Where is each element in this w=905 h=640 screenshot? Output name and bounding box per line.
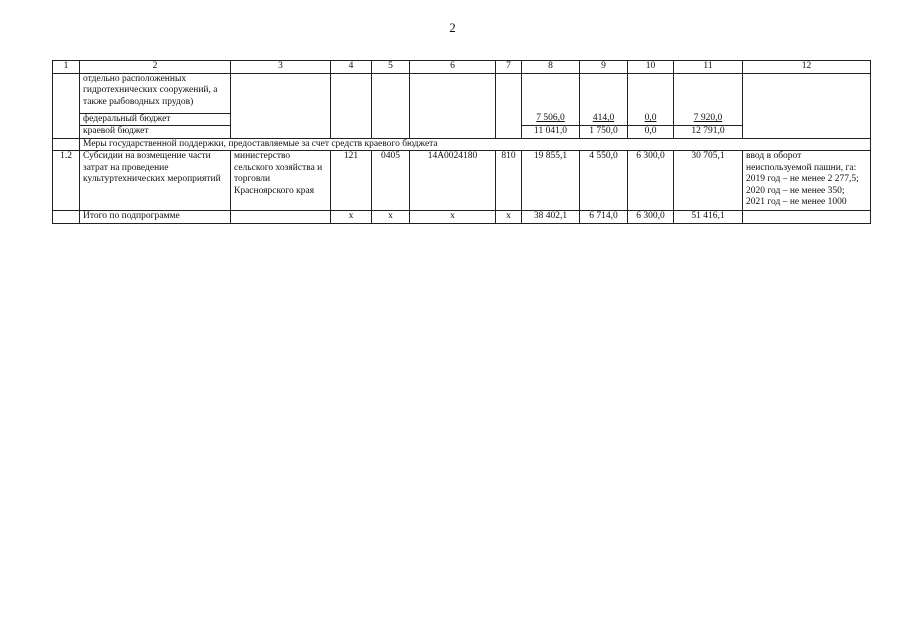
total-code: х — [372, 211, 410, 224]
total-amount: 6 300,0 — [628, 211, 674, 224]
amount-cell: 6 300,0 — [628, 151, 674, 211]
continuation-row — [53, 73, 871, 113]
table-cell — [331, 73, 372, 138]
total-row — [53, 211, 871, 224]
budget-value: 12 791,0 — [674, 126, 743, 139]
measure-name: Субсидии на возмещение части затрат на проведение культуртехнических мероприятий — [80, 151, 231, 211]
budget-value: 11 041,0 — [522, 126, 580, 139]
continuation-text: отдельно расположенных гидротехнических сооружений, а также рыбоводных прудов) — [80, 73, 231, 113]
budget-value: 0,0 — [628, 126, 674, 139]
program-table — [52, 60, 871, 224]
total-code: х — [410, 211, 496, 224]
table-cell — [743, 211, 871, 224]
amount-cell: 4 550,0 — [580, 151, 628, 211]
table-cell — [743, 113, 871, 138]
table-cell — [53, 138, 80, 151]
code-cell: 14А0024180 — [410, 151, 496, 211]
table-cell — [53, 211, 80, 224]
section-title: Меры государственной поддержки, предоставляемые за счет средств краевого бюджета — [80, 138, 871, 151]
header-cell: 10 — [628, 61, 674, 74]
code-cell: 121 — [331, 151, 372, 211]
total-code: х — [331, 211, 372, 224]
header-cell: 3 — [231, 61, 331, 74]
table-cell — [522, 73, 580, 113]
header-cell: 4 — [331, 61, 372, 74]
total-amount: 6 714,0 — [580, 211, 628, 224]
budget-value: 1 750,0 — [580, 126, 628, 139]
executor: министерство сельского хозяйства и торговли Красноярского края — [231, 151, 331, 211]
header-cell: 11 — [674, 61, 743, 74]
header-cell: 7 — [496, 61, 522, 74]
table-row — [53, 151, 871, 211]
table-cell — [372, 73, 410, 138]
result-line: 2020 год – не менее 350; — [746, 185, 845, 196]
amount-cell: 19 855,1 — [522, 151, 580, 211]
budget-label: краевой бюджет — [80, 126, 231, 139]
page-number: 2 — [449, 20, 456, 35]
code-cell: 810 — [496, 151, 522, 211]
total-code: х — [496, 211, 522, 224]
table-cell — [628, 73, 674, 113]
code-cell: 0405 — [372, 151, 410, 211]
table-cell — [674, 73, 743, 113]
header-cell: 9 — [580, 61, 628, 74]
budget-value: 7 506,0 — [522, 113, 580, 126]
table-cell — [743, 73, 871, 113]
amount-cell: 30 705,1 — [674, 151, 743, 211]
result-line: неиспользуемой пашни, га: — [746, 162, 857, 173]
section-row — [53, 138, 871, 151]
table-cell — [410, 73, 496, 138]
total-label: Итого по подпрограмме — [80, 211, 231, 224]
header-row — [53, 61, 871, 74]
header-cell: 1 — [53, 61, 80, 74]
header-cell: 5 — [372, 61, 410, 74]
budget-value: 0,0 — [628, 113, 674, 126]
total-amount: 51 416,1 — [674, 211, 743, 224]
budget-label: федеральный бюджет — [80, 113, 231, 126]
result-line: 2019 год – не менее 2 277,5; — [746, 174, 859, 184]
header-cell: 6 — [410, 61, 496, 74]
table-cell — [580, 73, 628, 113]
budget-value: 414,0 — [580, 113, 628, 126]
row-number: 1.2 — [53, 151, 80, 211]
total-amount: 38 402,1 — [522, 211, 580, 224]
header-cell: 8 — [522, 61, 580, 74]
result-line: 2021 год – не менее 1000 — [746, 197, 847, 207]
table-cell — [231, 211, 331, 224]
table-cell — [231, 73, 331, 138]
table-cell — [53, 73, 80, 138]
header-cell: 12 — [743, 61, 871, 74]
result-line: ввод в оборот — [746, 151, 802, 161]
table-cell — [496, 73, 522, 138]
budget-value: 7 920,0 — [674, 113, 743, 126]
header-cell: 2 — [80, 61, 231, 74]
result-cell — [743, 151, 871, 211]
